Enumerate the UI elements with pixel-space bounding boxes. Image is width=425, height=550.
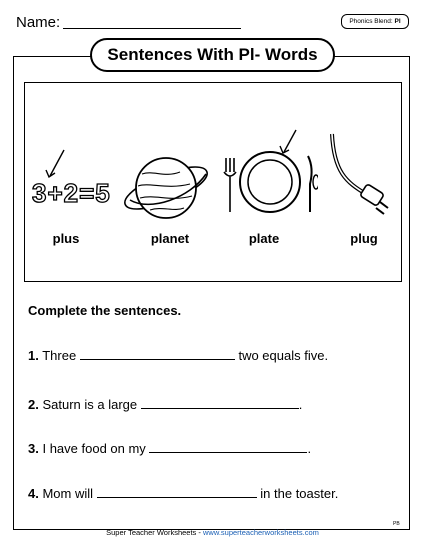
page-code: PB: [393, 521, 400, 527]
plug-icon: [326, 132, 398, 222]
footer-site-name: Super Teacher Worksheets: [106, 528, 197, 537]
answer-blank[interactable]: [97, 496, 257, 498]
word-plate: plate: [248, 231, 280, 246]
name-line[interactable]: [63, 28, 241, 29]
plate-icon: [218, 128, 318, 218]
sentence-number: 2.: [28, 397, 39, 412]
sentence-text-before: I have food on my: [42, 441, 146, 456]
footer-separator: -: [196, 528, 203, 537]
sentence-3: [28, 441, 311, 456]
word-plus: plus: [52, 231, 80, 246]
sentence-text-after: .: [298, 397, 303, 412]
answer-blank[interactable]: [80, 358, 235, 360]
phonics-badge: [341, 14, 409, 29]
sentence-4: [28, 486, 338, 501]
word-planet: planet: [150, 231, 190, 246]
sentence-number: 4.: [28, 486, 39, 501]
equation-text: 3+2=5: [32, 178, 111, 208]
sentence-text-after: in the toaster.: [260, 486, 339, 501]
sentence-2: [28, 397, 302, 412]
plus-equation-icon: [32, 140, 120, 220]
sentence-text-after: .: [307, 441, 312, 456]
sentence-1: [28, 348, 328, 363]
sentence-text-before: Mom will: [42, 486, 94, 501]
planet-icon: [120, 150, 215, 226]
word-plug: plug: [350, 231, 378, 246]
sentence-number: 1.: [28, 348, 39, 363]
name-row: [16, 14, 60, 31]
sentence-text-before: Saturn is a large: [42, 397, 138, 412]
footer: [0, 528, 425, 537]
name-label: Name:: [16, 14, 61, 31]
sentence-text-after: two equals five.: [238, 348, 329, 363]
title-text: Sentences With Pl- Words: [107, 45, 318, 64]
badge-prefix: Phonics Blend:: [349, 18, 393, 25]
sentence-number: 3.: [28, 441, 39, 456]
answer-blank[interactable]: [141, 407, 299, 409]
answer-blank[interactable]: [149, 451, 307, 453]
badge-blend: Pl: [394, 18, 401, 25]
footer-url-link[interactable]: www.superteacherworksheets.com: [202, 528, 319, 537]
instructions: Complete the sentences.: [28, 303, 182, 318]
page-title: [90, 38, 335, 72]
sentence-text-before: Three: [42, 348, 77, 363]
